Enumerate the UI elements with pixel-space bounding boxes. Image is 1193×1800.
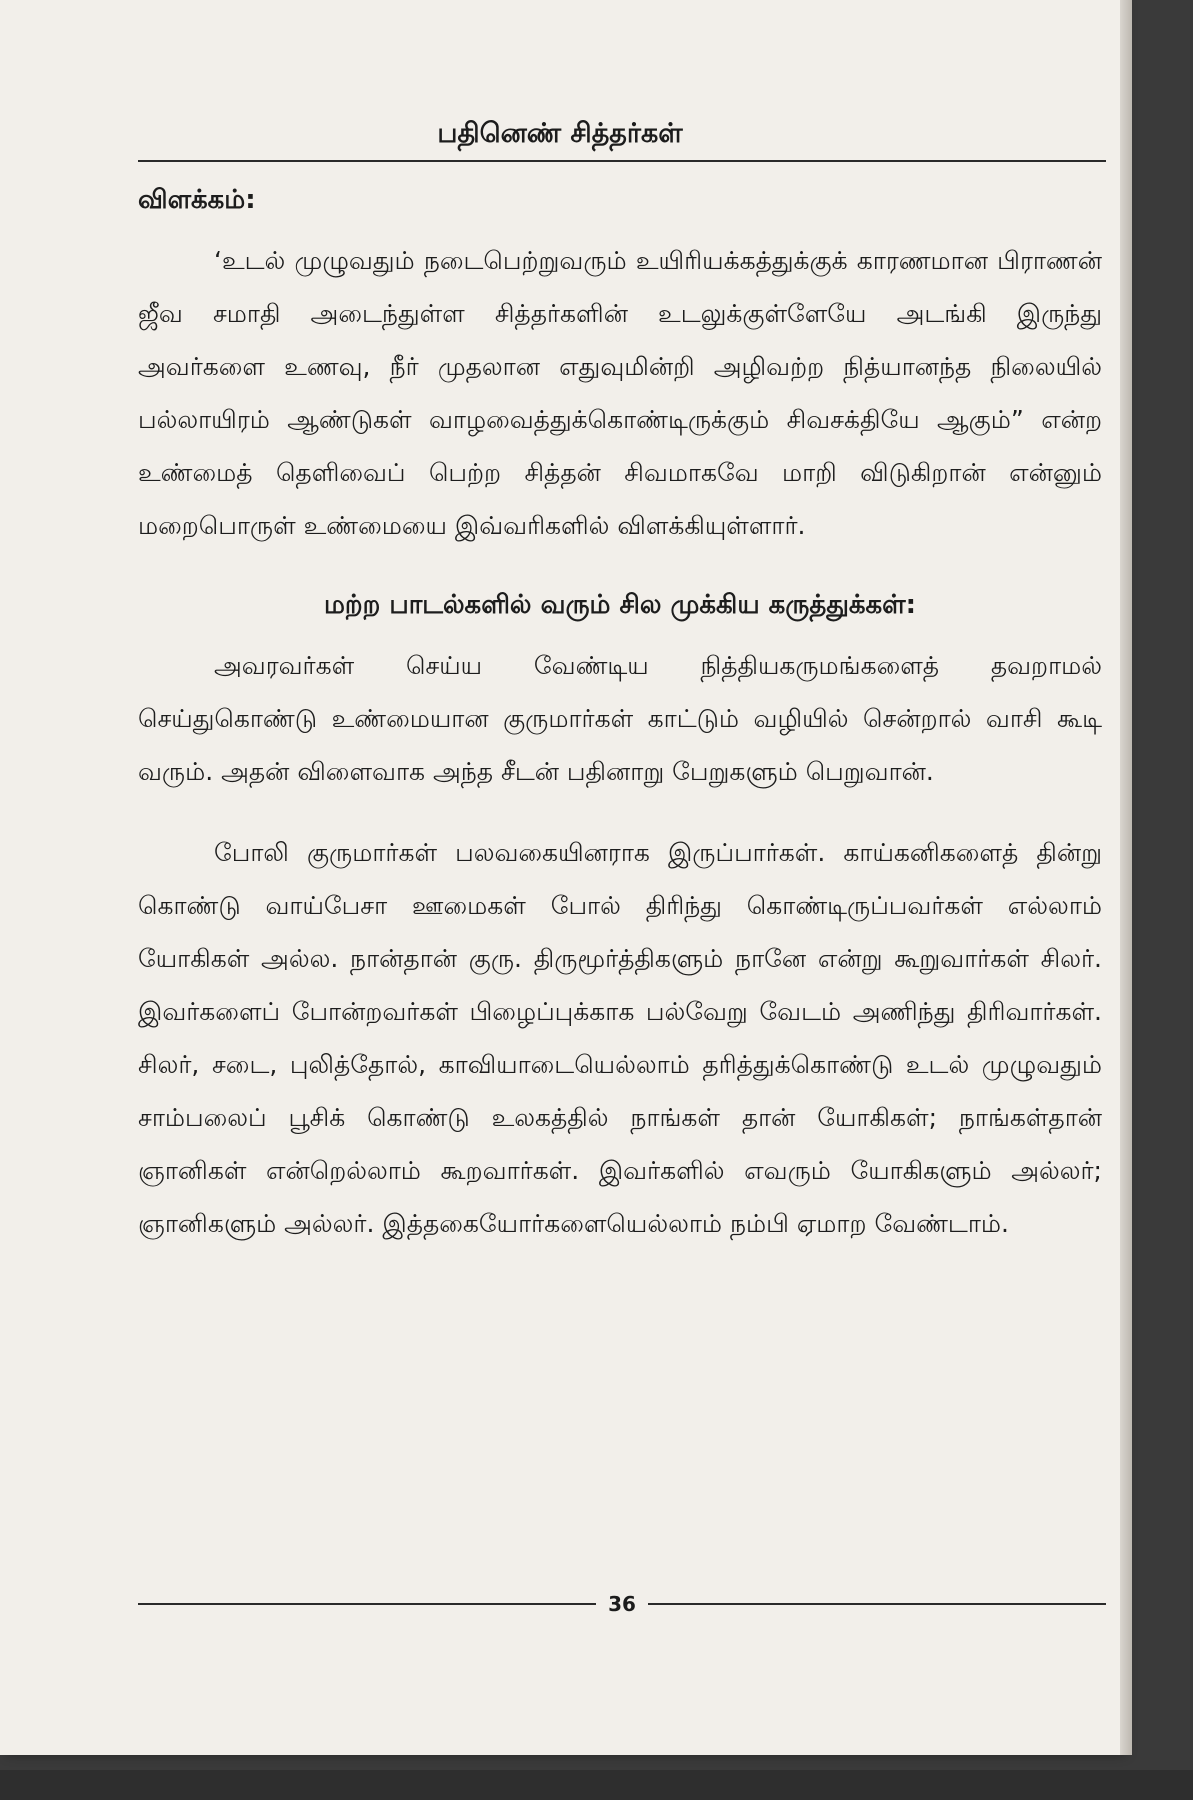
page-number: 36 — [608, 1592, 636, 1616]
footer-rule-right — [648, 1603, 1106, 1605]
body-paragraph: போலி குருமார்கள் பலவகையினராக இருப்பார்கள். காய்கனிகளைத் தின்று கொண்டு வாய்பேசா ஊமைகள் போல் திரிந்து கொண்டிருப்பவர்கள் எல்லாம் யோகிகள் அல்ல. நான்தான் குரு. திருமூர்த்திகளும் நானே என்று கூறுவார்கள் சிலர். இவர்களைப் போன்றவர்கள் பிழைப்புக்காக பல்வேறு வேடம் அணிந்து திரிவார்கள். சிலர், சடை, புலித்தோல், காவியாடையெல்லாம் தரித்துக்கொண்டு உடல் முழுவதும் சாம்பலைப் பூசிக் கொண்டு உலகத்தில் நாங்கள் தான் யோகிகள்; நாங்கள்தான் ஞானிகள் என்றெல்லாம் கூறவார்கள். இவர்களில் எவரும் யோகிகளும் அல்லர்; ஞானிகளும் அல்லர். இத்தகையோர்களையெல்லாம் நம்பி ஏமாற வேண்டாம். — [138, 838, 1102, 1238]
page-body — [138, 185, 1102, 1250]
explanation-paragraph: ‘உடல் முழுவதும் நடைபெற்றுவரும் உயிரியக்கத்துக்குக் காரணமான பிராணன் ஜீவ சமாதி அடைந்துள்ள சித்தர்களின் உடலுக்குள்ளேயே அடங்கி இருந்து அவர்களை உணவு, நீர் முதலான எதுவுமின்றி அழிவற்ற நித்யானந்த நிலையில் பல்லாயிரம் ஆண்டுகள் வாழவைத்துக்கொண்டிருக்கும் சிவசக்தியே ஆகும்” என்ற உண்மைத் தெளிவைப் பெற்ற சித்தன் சிவமாகவே மாறி விடுகிறான் என்னும் மறைபொருள் உண்மையை இவ்வரிகளில் விளக்கியுள்ளார். — [138, 246, 1102, 540]
header-rule — [138, 160, 1106, 162]
scan-background — [0, 1770, 1193, 1800]
page-edge — [1120, 0, 1132, 1755]
footer-rule-left — [138, 1603, 596, 1605]
running-header: பதினெண் சித்தர்கள் — [437, 118, 683, 149]
page-footer — [138, 1592, 1106, 1616]
section-heading-key-ideas: மற்ற பாடல்களில் வரும் சில முக்கிய கருத்துக்கள்: — [323, 590, 916, 620]
section-heading-explanation: விளக்கம்: — [138, 185, 256, 215]
body-paragraph: அவரவர்கள் செய்ய வேண்டிய நித்தியகருமங்களைத் தவறாமல் செய்துகொண்டு உண்மையான குருமார்கள் காட்டும் வழியில் சென்றால் வாசி கூடி வரும். அதன் விளைவாக அந்த சீடன் பதினாறு பேறுகளும் பெறுவான். — [138, 651, 1102, 786]
